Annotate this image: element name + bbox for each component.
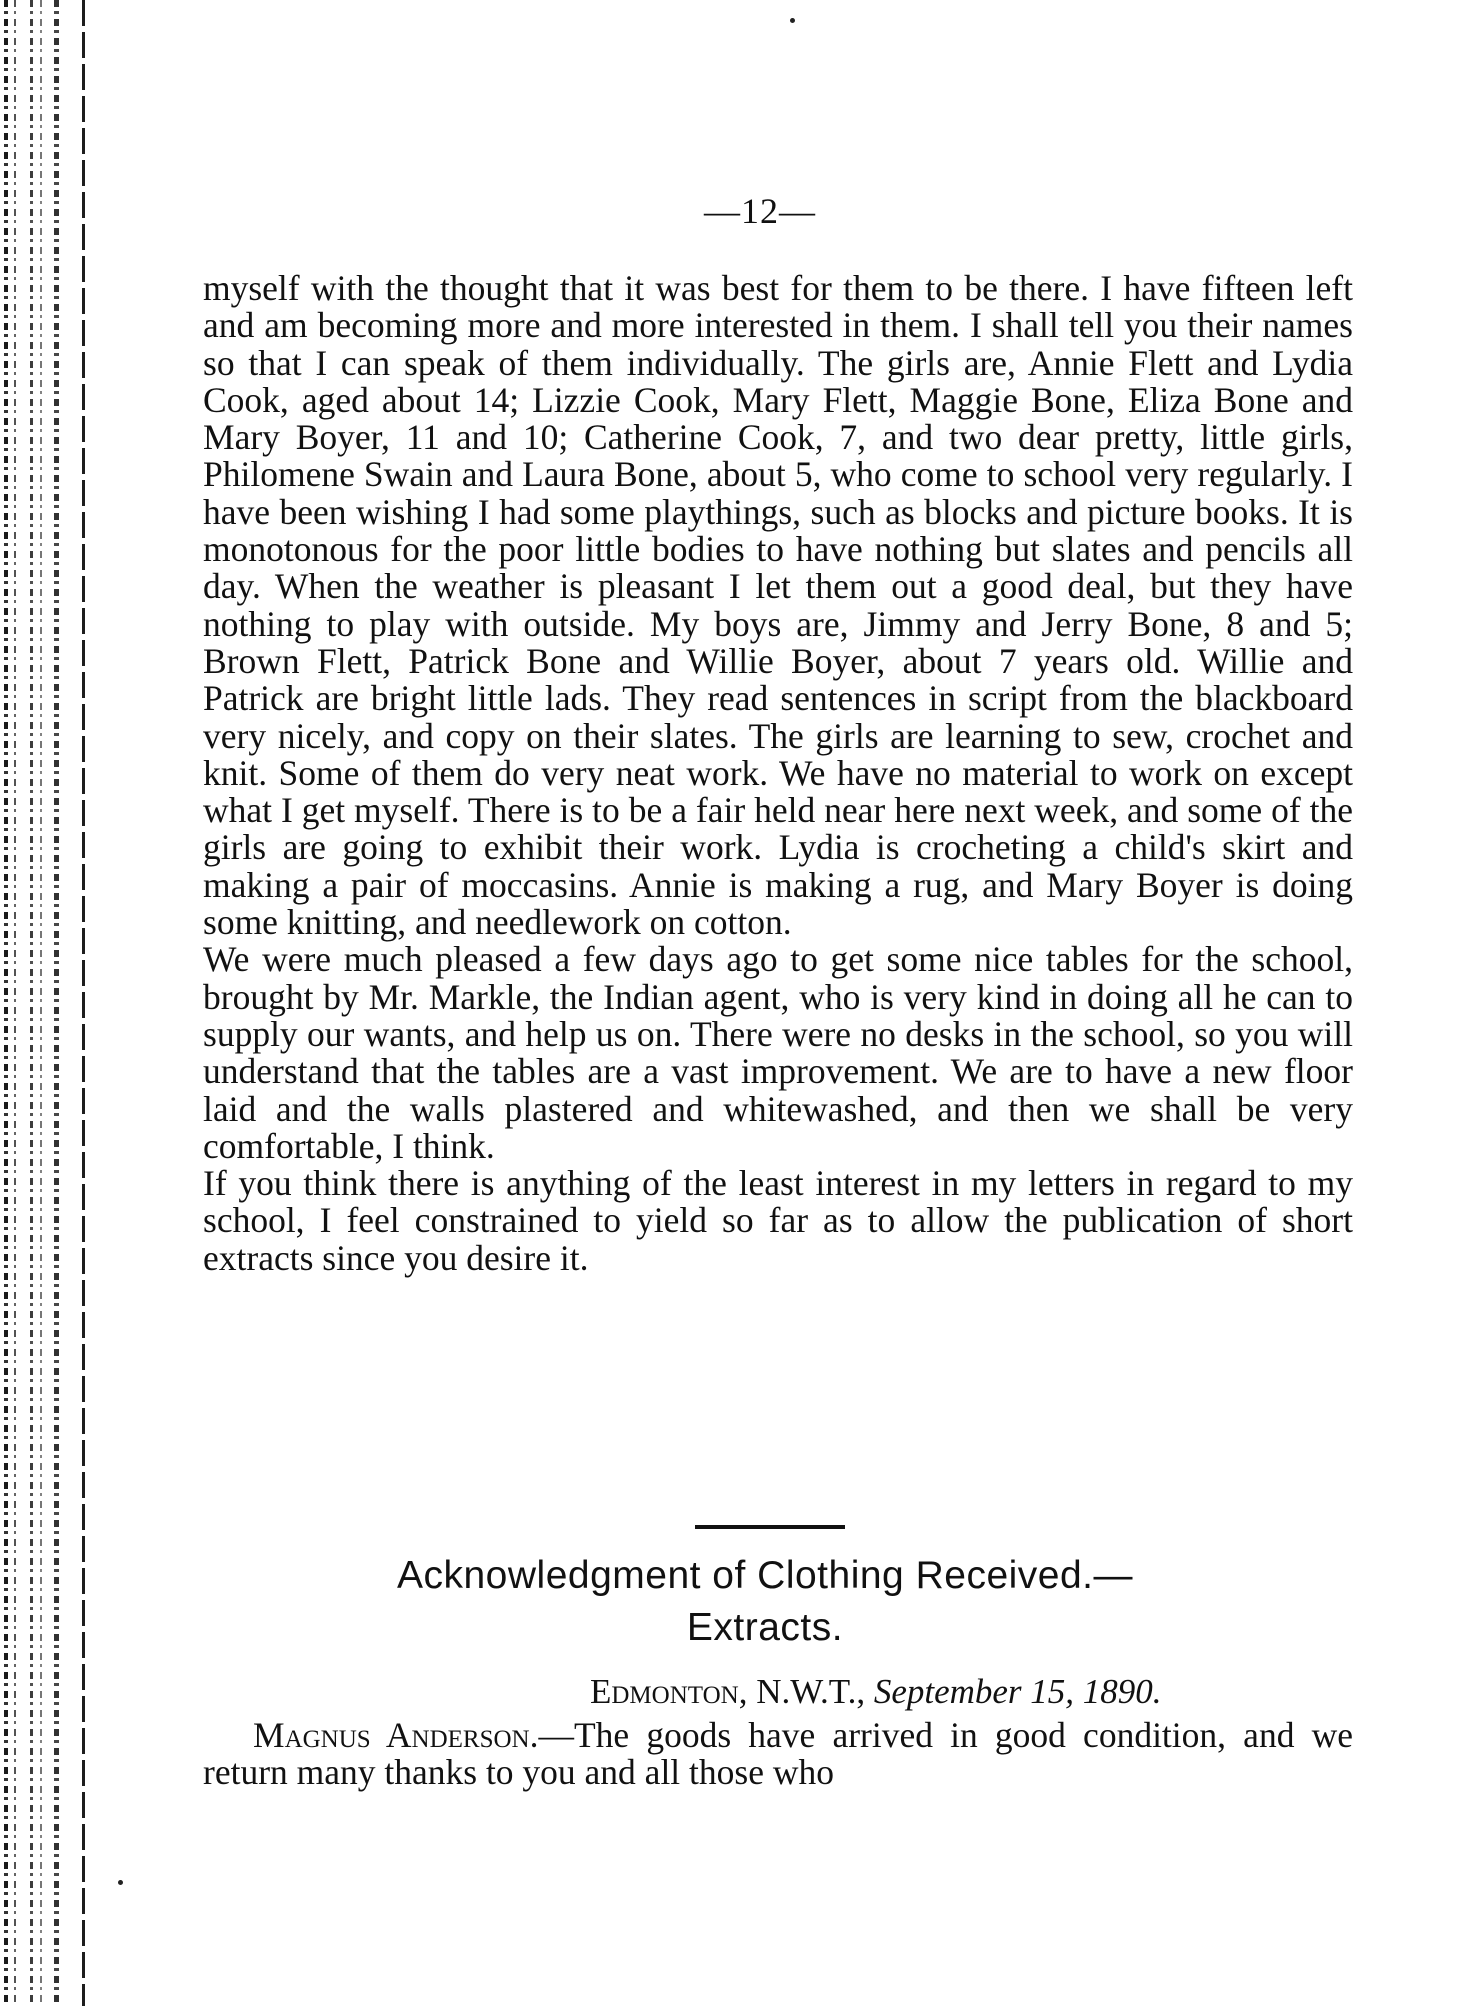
section-divider xyxy=(695,1525,845,1529)
dateline-date: September 15, 1890. xyxy=(873,1672,1162,1711)
binding-edge xyxy=(0,0,100,2006)
letter-text: —The goods have arrived in good condition, and we return many thanks to you and all those who xyxy=(203,1715,1353,1792)
body-text: myself with the thought that it was best for them to be there. I have fifteen left and am becoming more and more interested in them. I shall tell you their names so that I can speak of them individually. The girls are, Annie Flett and Lydia Cook, aged about 14; Lizzie Cook, Mary Flett, Maggie Bone, Eliza Bone and Mary Boyer, 11 and 10; Catherine Cook, 7, and two dear pretty, little girls, Philomene Swain and Laura Bone, about 5, who come to school very regularly. I have been wishing I had some playthings, such as blocks and picture books. It is monotonous for the poor little bodies to have nothing but slates and pencils all day. When the weather is pleasant I let them out a good deal, but they have nothing to play with outside. My boys are, Jimmy and Jerry Bone, 8 and 5; Brown Flett, Patrick Bone and Willie Boyer, about 7 years old. Willie and Patrick are bright little lads. They read sentences in script from the blackboard very nicely, and copy on their slates. The girls are learning to sew, crochet and knit. Some of them do very neat work. We have no material to work on except what I get myself. There is to be a fair held near here next week, and some of the girls are going to exhibit their work. Lydia is crocheting a child's skirt and making a pair of moccasins. Annie is making a rug, and Mary Boyer is doing some knitting, and needlework on cotton. We were much pleased a few days ago to get some nice tables for the school, brought by Mr. Markle, the Indian agent, who is very kind in doing all he can to supply our wants, and help us on. There were no desks in the school, so you will understand that the tables are a vast improvement. We are to have a new floor laid and the walls plastered and whitewashed, and then we shall be very comfortable, I think. If you think there is anything of the least interest in my letters in regard to my school, I feel constrained to yield so far as to allow the publication of short extracts since you desire it. xyxy=(203,268,1353,1278)
letter-speaker: Magnus Anderson. xyxy=(253,1715,539,1755)
scan-speck xyxy=(790,18,795,23)
page-number: —12— xyxy=(704,191,816,231)
section-heading: Acknowledgment of Clothing Received.— Extracts. xyxy=(396,1554,1134,1649)
dateline-place: Edmonton, N.W.T., xyxy=(590,1672,866,1711)
letter-paragraph xyxy=(203,1717,1353,1791)
dateline xyxy=(590,1672,1350,1712)
scan-speck xyxy=(118,1880,123,1885)
